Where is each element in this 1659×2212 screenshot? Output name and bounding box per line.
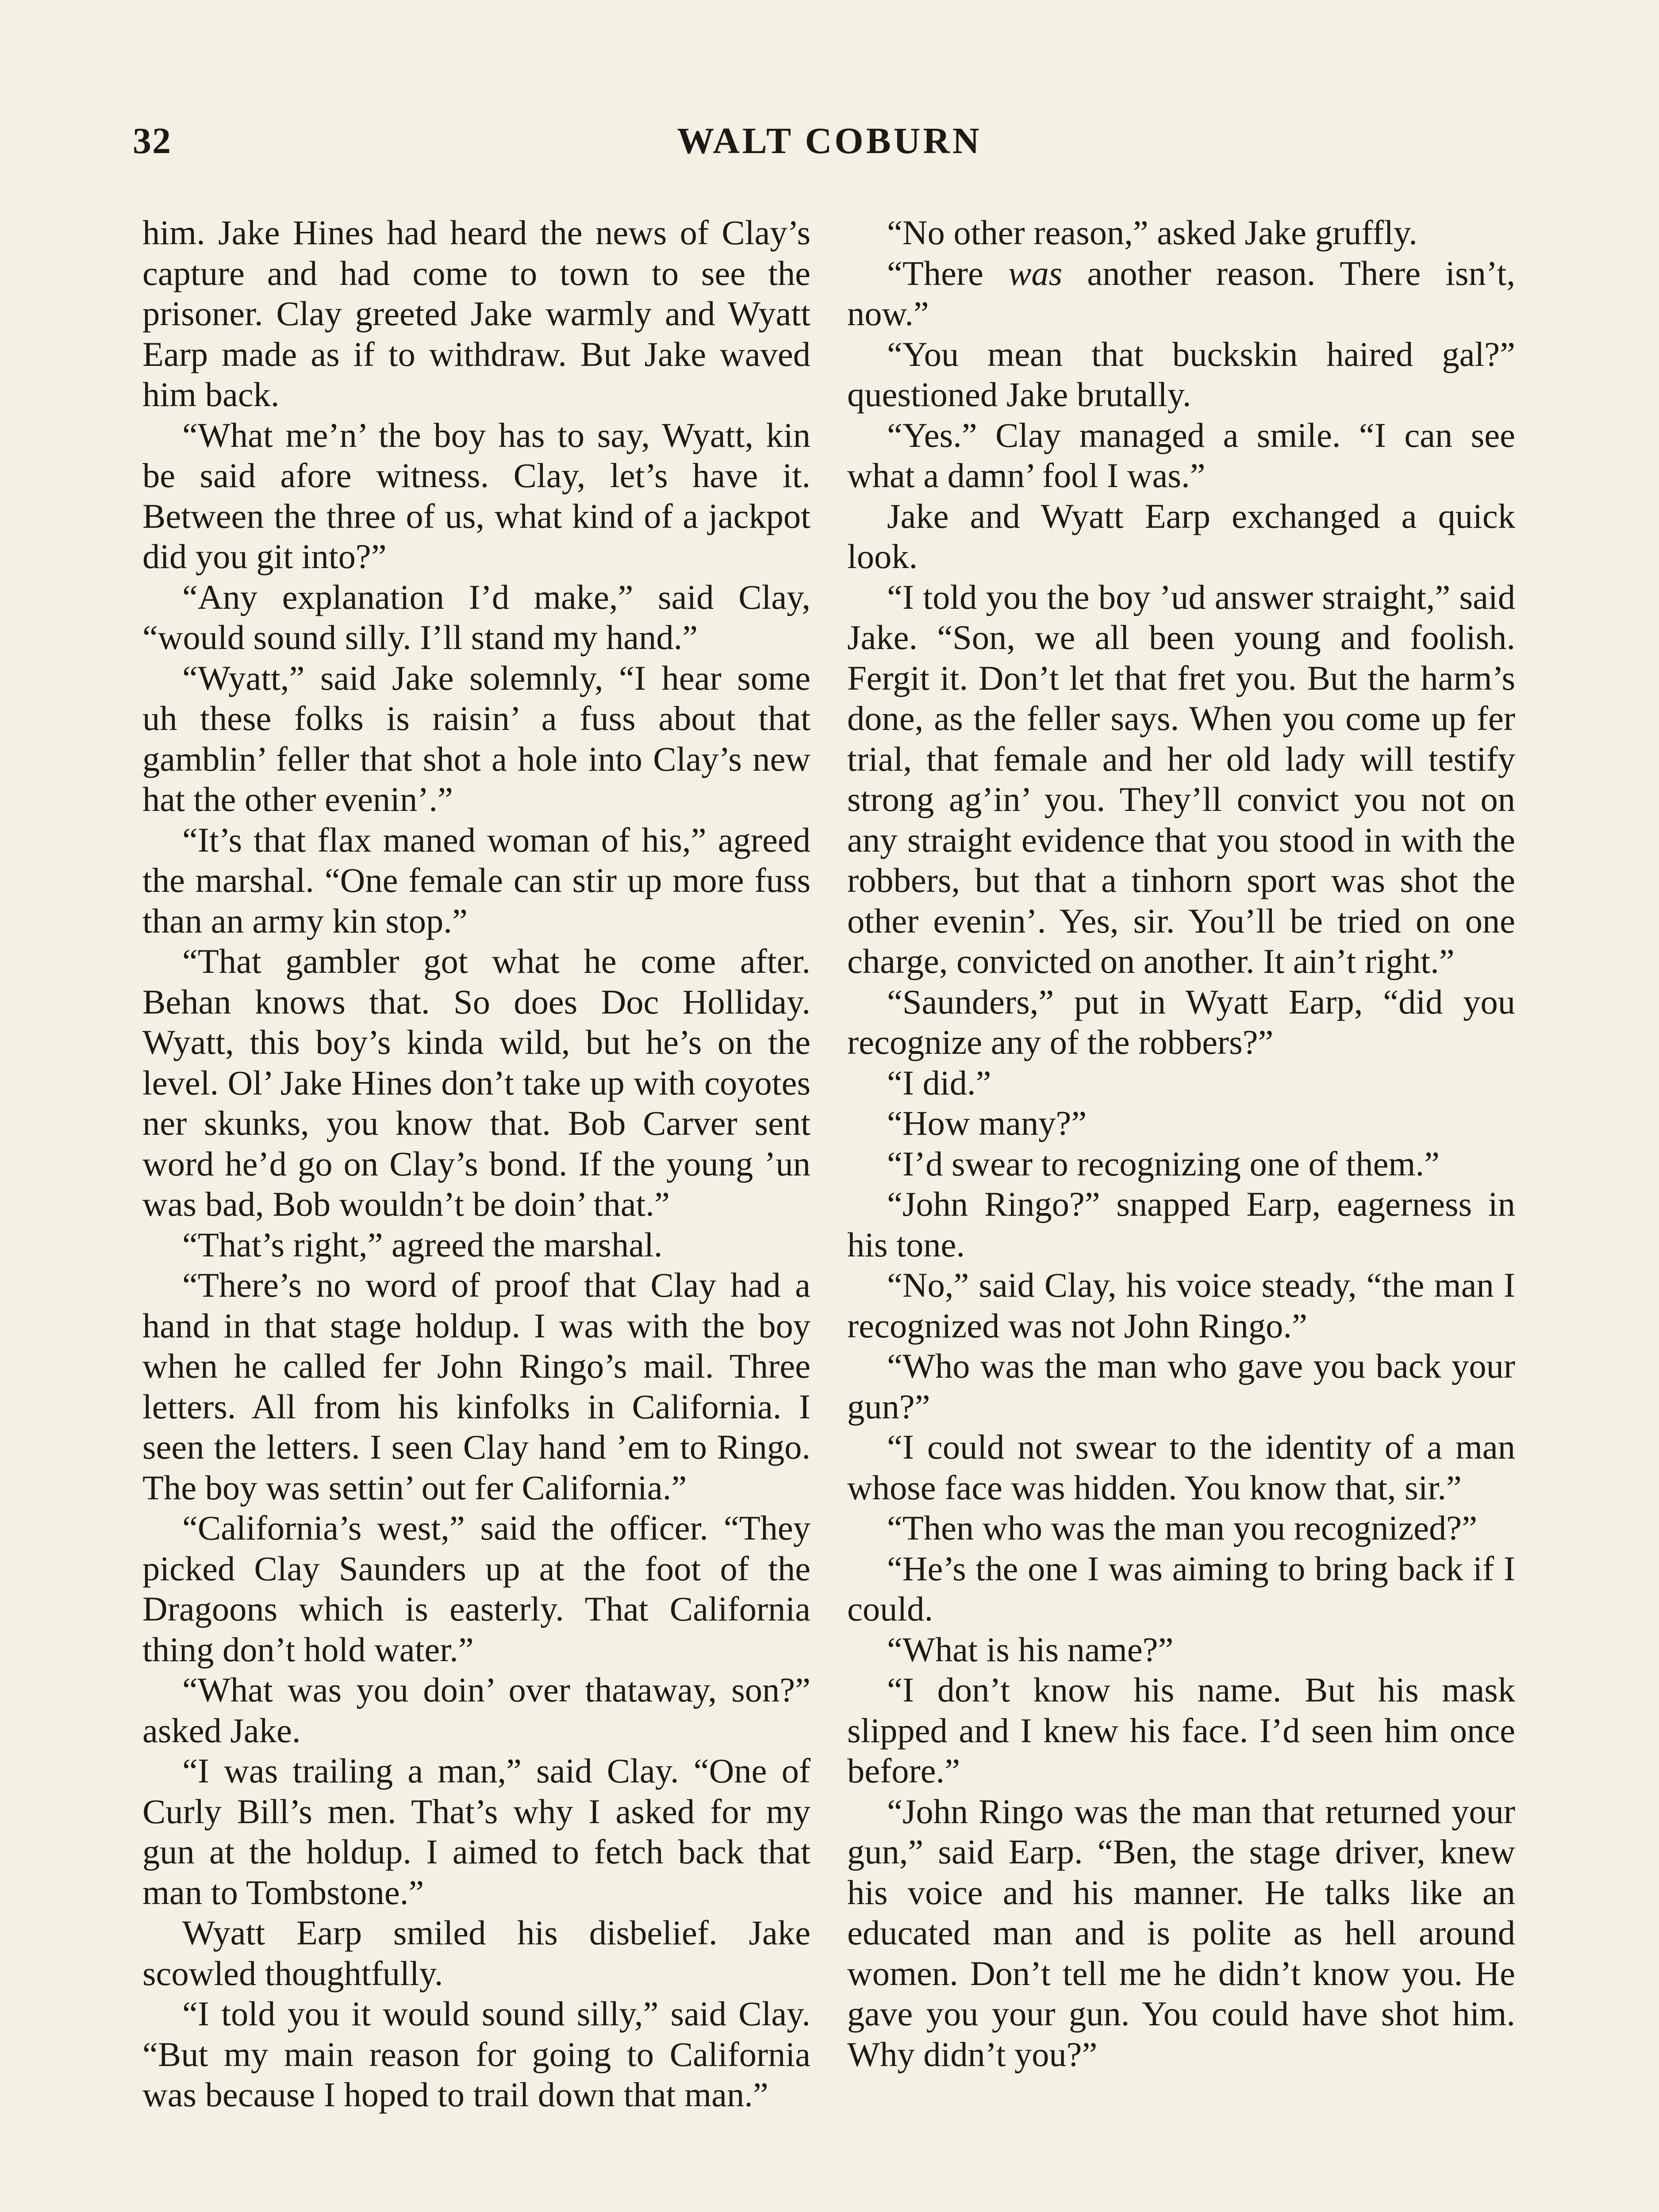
paragraph: “I did.” (887, 1063, 991, 1102)
paragraph: “That gambler got what he come after. Behan knows that. So does Doc Holliday. Wyatt, this boy’s kinda wild, but he’s on the level. Ol’ Jake Hines don’t take up with coyotes ner skunks, you know that. Bob Carver sent word he’d go on Clay’s bond. If the young ’un was bad, Bob wouldn’t be doin’ that.” (142, 942, 810, 1223)
paragraph: “Wyatt,” said Jake solemnly, “I hear some uh these folks is raisin’ a fuss about that gamblin’ feller that shot a hole into Clay’s new hat the other evenin’.” (142, 658, 810, 818)
paragraph: “Who was the man who gave you back your gun?” (847, 1347, 1515, 1426)
paragraph: “I don’t know his name. But his mask slipped and I knew his face. I’d seen him once before.” (847, 1671, 1515, 1790)
paragraph (847, 253, 1515, 334)
paragraph: “What me’n’ the boy has to say, Wyatt, kin be said afore witness. Clay, let’s have it. Between the three of us, what kind of a jackpot did you git into?” (142, 415, 810, 576)
paragraph: “He’s the one I was aiming to bring back if I could. (847, 1549, 1515, 1628)
paragraph: “California’s west,” said the officer. “They picked Clay Saunders up at the foot of the Dragoons which is easterly. That California thing don’t hold water.” (142, 1509, 810, 1669)
right-column (847, 212, 1515, 2074)
paragraph: Wyatt Earp smiled his disbelief. Jake scowled thoughtfully. (142, 1913, 810, 1993)
paragraph: “I could not swear to the identity of a man whose face was hidden. You know that, sir.” (847, 1428, 1515, 1507)
paragraph: “I’d swear to recognizing one of them.” (887, 1144, 1440, 1183)
paragraph: “John Ringo was the man that returned your gun,” said Earp. “Ben, the stage driver, knew his voice and his manner. He talks like an educated man and is polite as hell around women. Don’t tell me he didn’t know you. He gave you your gun. You could have shot him. Why didn’t you?” (847, 1792, 1515, 2074)
emphasis-text: was (1008, 253, 1063, 292)
paragraph: “There’s no word of proof that Clay had a hand in that stage holdup. I was with the boy when he called fer John Ringo’s mail. Three letters. All from his kinfolks in California. I seen the letters. I seen Clay hand ’em to Ringo. The boy was settin’ out fer California.” (142, 1266, 810, 1507)
paragraph: “That’s right,” agreed the marshal. (182, 1225, 663, 1264)
paragraph: “Any explanation I’d make,” said Clay, “would sound silly. I’ll stand my hand.” (142, 577, 810, 657)
paragraph: “I told you it would sound silly,” said Clay. “But my main reason for going to California was because I hoped to trail down that man.” (142, 1994, 810, 2114)
paragraph: “Then who was the man you recognized?” (887, 1509, 1477, 1547)
page-number: 32 (133, 120, 172, 161)
paragraph: “What is his name?” (887, 1630, 1174, 1669)
paragraph: “What was you doin’ over thataway, son?” asked Jake. (142, 1671, 810, 1750)
paragraph: “John Ringo?” snapped Earp, eagerness in his tone. (847, 1185, 1515, 1264)
paragraph: “It’s that flax maned woman of his,” agreed the marshal. “One female can stir up more fuss than an army kin stop.” (142, 820, 810, 940)
paragraph: “I told you the boy ’ud answer straight,” said Jake. “Son, we all been young and foolish. Fergit it. Don’t let that fret you. But the harm’s done, as the feller says. When you come up fer trial, that female and her old lady will testify strong ag’in’ you. They’ll convict you not on any straight evidence that you stood in with the robbers, but that a tinhorn sport was shot the other evenin’. Yes, sir. You’ll be tried on one charge, convicted on another. It ain’t right.” (847, 577, 1515, 980)
paragraph: “Saunders,” put in Wyatt Earp, “did you recognize any of the robbers?” (847, 982, 1515, 1061)
paragraph: him. Jake Hines had heard the news of Clay’s capture and had come to town to see the prisoner. Clay greeted Jake warmly and Wyatt Earp made as if to withdraw. But Jake waved him back. (142, 213, 810, 414)
paragraph-text: “There (887, 253, 1009, 292)
paragraph: “No other reason,” asked Jake gruffly. (887, 213, 1417, 252)
paragraph-text: another reason. There isn’t, now.” (847, 253, 1515, 333)
left-column (142, 212, 810, 2115)
paragraph: “No,” said Clay, his voice steady, “the man I recognized was not John Ringo.” (847, 1266, 1515, 1345)
paragraph: “I was trailing a man,” said Clay. “One of Curly Bill’s men. That’s why I asked for my gun at the holdup. I aimed to fetch back that man to Tombstone.” (142, 1751, 810, 1912)
running-head: WALT COBURN (677, 120, 982, 161)
paragraph: “You mean that buckskin haired gal?” questioned Jake brutally. (847, 334, 1515, 414)
page-header (133, 119, 1526, 168)
paragraph: “How many?” (887, 1104, 1087, 1142)
paragraph: “Yes.” Clay managed a smile. “I can see what a damn’ fool I was.” (847, 415, 1515, 495)
paragraph: Jake and Wyatt Earp exchanged a quick look. (847, 496, 1515, 576)
